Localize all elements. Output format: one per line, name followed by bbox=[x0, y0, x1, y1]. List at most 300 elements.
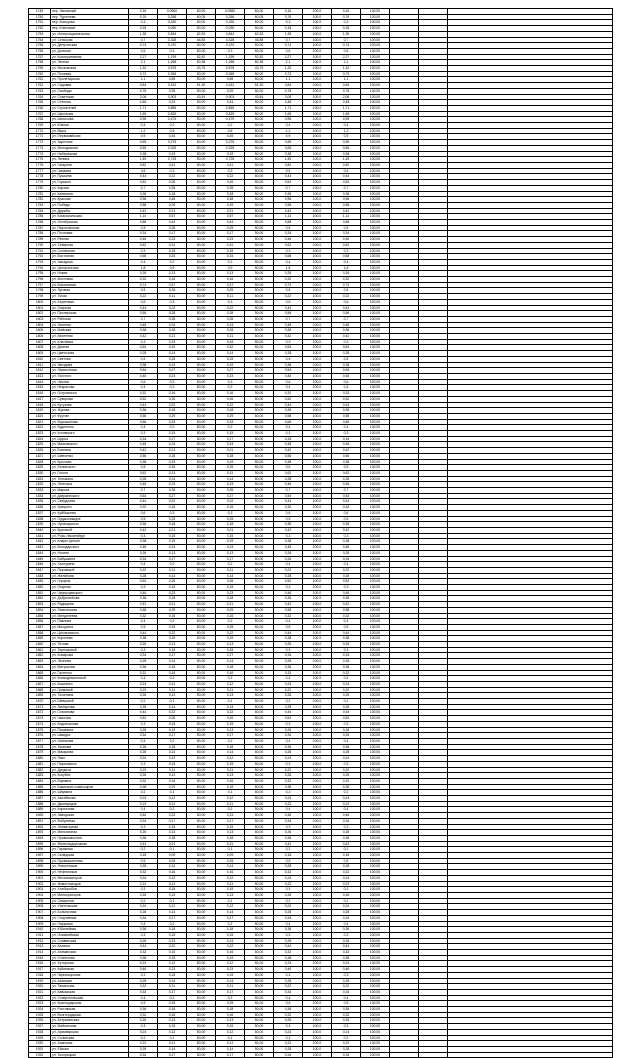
row-number: 1835 bbox=[29, 499, 51, 505]
row-number: 1762 bbox=[29, 83, 51, 89]
row-value: 100,0 bbox=[303, 744, 332, 750]
row-value: 50,00 bbox=[187, 761, 216, 767]
row-value: 100,00 bbox=[361, 579, 390, 585]
row-value: 100,0 bbox=[303, 305, 332, 311]
row-value: 0,5 bbox=[274, 356, 303, 362]
row-value: 50,00 bbox=[245, 619, 274, 625]
row-value: 0,18 bbox=[158, 1007, 187, 1013]
row-name: ул. Котовского bbox=[51, 431, 129, 437]
row-value: 100,0 bbox=[303, 368, 332, 374]
row-value: 0,12 bbox=[216, 1029, 245, 1035]
row-name: ул. Горького bbox=[51, 180, 129, 186]
row-value: 50,00 bbox=[245, 425, 274, 431]
row-name: ул. Энгельса bbox=[51, 482, 129, 488]
row-value: 0,22 bbox=[332, 881, 361, 887]
row-number: 1895 bbox=[29, 841, 51, 847]
row-value: 100,00 bbox=[361, 562, 390, 568]
row-value: 0,29 bbox=[216, 202, 245, 208]
row-value: 100,00 bbox=[361, 619, 390, 625]
row-value: 0,6 bbox=[274, 299, 303, 305]
row-value: 50,00 bbox=[245, 356, 274, 362]
row-number: 1917 bbox=[29, 967, 51, 973]
row-number: 1888 bbox=[29, 801, 51, 807]
row-value: 0,64 bbox=[274, 345, 303, 351]
row-value: 0,11 bbox=[158, 567, 187, 573]
row-value: 0,19 bbox=[216, 955, 245, 961]
row-value: 100,0 bbox=[303, 339, 332, 345]
row-value: 0,13 bbox=[158, 693, 187, 699]
row-value: 100,0 bbox=[303, 254, 332, 260]
row-value: 0,6 bbox=[332, 48, 361, 54]
row-number: 1836 bbox=[29, 505, 51, 511]
row-value: 100,0 bbox=[303, 505, 332, 511]
row-value: 0,11 bbox=[216, 881, 245, 887]
row-value: 0,38 bbox=[129, 539, 158, 545]
row-value: 0,14 bbox=[216, 750, 245, 756]
row-value: 0,6 bbox=[129, 510, 158, 516]
row-value: 100,00 bbox=[361, 670, 390, 676]
row-number: 1901 bbox=[29, 875, 51, 881]
row-value: 50,00 bbox=[187, 1012, 216, 1018]
row-value: 0,22 bbox=[129, 687, 158, 693]
row-value: 100,00 bbox=[361, 374, 390, 380]
row-value: 50,00 bbox=[245, 1035, 274, 1041]
row-number: 1897 bbox=[29, 853, 51, 859]
row-value: 0,325 bbox=[216, 145, 245, 151]
row-number: 1800 bbox=[29, 299, 51, 305]
row-value: 0,22 bbox=[216, 402, 245, 408]
row-value: 50,00 bbox=[187, 1001, 216, 1007]
row-value: 0,6 bbox=[332, 379, 361, 385]
row-value: 0,15 bbox=[158, 887, 187, 893]
row-name: ул. Терешковой bbox=[51, 647, 129, 653]
row-value: 100,00 bbox=[361, 824, 390, 830]
row-value: 50,00 bbox=[187, 824, 216, 830]
row-value: 50,00 bbox=[245, 887, 274, 893]
row-value: 0,725 bbox=[158, 157, 187, 163]
row-value: 0,3 bbox=[332, 339, 361, 345]
row-value: 100,0 bbox=[303, 807, 332, 813]
row-value: 60,38 bbox=[245, 60, 274, 66]
row-value: 50,00 bbox=[245, 220, 274, 226]
row-value: 0,62 bbox=[274, 242, 303, 248]
row-number: 1911 bbox=[29, 932, 51, 938]
row-number: 1867 bbox=[29, 681, 51, 687]
row-value: 0,17 bbox=[158, 653, 187, 659]
row-value: 0,5 bbox=[129, 465, 158, 471]
row-value: 0,62 bbox=[332, 470, 361, 476]
row-value: 100,0 bbox=[303, 379, 332, 385]
row-name: ул. Циолковского bbox=[51, 630, 129, 636]
row-value: 100,00 bbox=[361, 527, 390, 533]
row-value: 0,3 bbox=[129, 431, 158, 437]
row-value: 0,58 bbox=[332, 607, 361, 613]
row-value: 50,00 bbox=[245, 910, 274, 916]
row-value: 50,00 bbox=[187, 881, 216, 887]
row-value: 100,00 bbox=[361, 636, 390, 642]
row-value: 100,00 bbox=[361, 550, 390, 556]
row-value: 0,4 bbox=[129, 921, 158, 927]
row-value: 0,7 bbox=[274, 37, 303, 43]
row-value: 100,00 bbox=[361, 242, 390, 248]
row-value: 0,42 bbox=[129, 448, 158, 454]
row-number: 1761 bbox=[29, 77, 51, 83]
row-name: ул. Рабочая bbox=[51, 316, 129, 322]
row-value: 60,00 bbox=[187, 9, 216, 15]
row-value: 0,24 bbox=[332, 961, 361, 967]
row-value: 100,0 bbox=[303, 43, 332, 49]
row-value: 100,00 bbox=[361, 727, 390, 733]
row-value: 0,3 bbox=[129, 248, 158, 254]
row-number: 1856 bbox=[29, 619, 51, 625]
row-value: 50,00 bbox=[187, 237, 216, 243]
row-value: 100,0 bbox=[303, 915, 332, 921]
row-value: 0,32 bbox=[332, 870, 361, 876]
row-name: ул. Больничная bbox=[51, 910, 129, 916]
row-value: 100,00 bbox=[361, 653, 390, 659]
row-value: 0,36 bbox=[332, 522, 361, 528]
row-name: ул. Восточная bbox=[51, 254, 129, 260]
row-name: ул. Депутатская bbox=[51, 43, 129, 49]
row-value: 0,5 bbox=[274, 516, 303, 522]
row-value: 100,0 bbox=[303, 9, 332, 15]
row-value: 0,28 bbox=[129, 750, 158, 756]
row-value: 0,28 bbox=[274, 573, 303, 579]
row-value: 0,266 bbox=[158, 14, 187, 20]
row-value: 50,00 bbox=[187, 425, 216, 431]
row-value: 0,38 bbox=[129, 636, 158, 642]
row-value: 50,00 bbox=[187, 904, 216, 910]
row-number: 1915 bbox=[29, 955, 51, 961]
row-value: 0,26 bbox=[129, 642, 158, 648]
row-value: 1,32 bbox=[274, 66, 303, 72]
row-value: 50,00 bbox=[187, 539, 216, 545]
row-value: 0,28 bbox=[274, 864, 303, 870]
row-value: 50,00 bbox=[187, 117, 216, 123]
row-number: 1752 bbox=[29, 26, 51, 32]
row-value: 0,26 bbox=[274, 892, 303, 898]
row-number: 1771 bbox=[29, 134, 51, 140]
row-value: 0,5 bbox=[332, 465, 361, 471]
row-value: 0,2 bbox=[216, 259, 245, 265]
row-value: 62,53 bbox=[245, 31, 274, 37]
row-value: 0,26 bbox=[129, 773, 158, 779]
row-name: пер. Кленовый bbox=[51, 26, 129, 32]
row-name: ул. Свердлова bbox=[51, 499, 129, 505]
row-value: 0,65 bbox=[274, 145, 303, 151]
row-value: 100,0 bbox=[303, 761, 332, 767]
row-value: 0,23 bbox=[158, 374, 187, 380]
row-value: 0,365 bbox=[216, 71, 245, 77]
row-value: 100,00 bbox=[361, 328, 390, 334]
row-value: 0,431 bbox=[158, 83, 187, 89]
row-value: 50,00 bbox=[245, 853, 274, 859]
row-value: 50,00 bbox=[245, 470, 274, 476]
row-value: 0,3 bbox=[332, 647, 361, 653]
row-value: 50,00 bbox=[187, 710, 216, 716]
row-value: 100,00 bbox=[361, 539, 390, 545]
row-value: 50,00 bbox=[245, 636, 274, 642]
row-value: 0,36 bbox=[274, 1007, 303, 1013]
row-value: 0,82 bbox=[332, 162, 361, 168]
row-value: 0,38 bbox=[332, 151, 361, 157]
row-value: 100,00 bbox=[361, 972, 390, 978]
row-value: 50,00 bbox=[187, 180, 216, 186]
row-value: 100,00 bbox=[361, 721, 390, 727]
row-number: 1891 bbox=[29, 818, 51, 824]
row-value: 0,96 bbox=[274, 197, 303, 203]
row-value: 50,00 bbox=[187, 527, 216, 533]
row-number: 1814 bbox=[29, 379, 51, 385]
row-name: ул. Армавирская bbox=[51, 1029, 129, 1035]
row-name: ул. Лермонтова bbox=[51, 368, 129, 374]
row-value: 0,38 bbox=[129, 151, 158, 157]
row-value: 0,13 bbox=[158, 1018, 187, 1024]
row-value: 0,2 bbox=[274, 790, 303, 796]
row-name: ул. Центральная bbox=[51, 265, 129, 271]
row-value: 0,4 bbox=[274, 807, 303, 813]
row-name: ул. Менделеева bbox=[51, 613, 129, 619]
row-name: ул. Складская bbox=[51, 853, 129, 859]
row-value: 0,2 bbox=[158, 259, 187, 265]
row-value: 50,00 bbox=[187, 510, 216, 516]
row-number: 1918 bbox=[29, 972, 51, 978]
row-value: 100,0 bbox=[303, 351, 332, 357]
row-value: 50,00 bbox=[245, 368, 274, 374]
row-value: 0,24 bbox=[274, 756, 303, 762]
row-value: 50,00 bbox=[187, 756, 216, 762]
row-number: 1776 bbox=[29, 162, 51, 168]
row-number: 1823 bbox=[29, 431, 51, 437]
row-value: 0,13 bbox=[216, 1018, 245, 1024]
row-value: 100,0 bbox=[303, 374, 332, 380]
row-value: 0,62 bbox=[332, 242, 361, 248]
row-value: 100,00 bbox=[361, 596, 390, 602]
row-value: 100,00 bbox=[361, 613, 390, 619]
row-value: 0,12 bbox=[158, 681, 187, 687]
row-value: 50,00 bbox=[187, 978, 216, 984]
row-number: 1930 bbox=[29, 1041, 51, 1047]
row-value: 0,28 bbox=[274, 750, 303, 756]
row-value: 50,00 bbox=[187, 191, 216, 197]
row-value: 0,35 bbox=[158, 488, 187, 494]
row-value: 50,00 bbox=[245, 596, 274, 602]
row-value: 0,32 bbox=[332, 613, 361, 619]
row-number: 1932 bbox=[29, 1052, 51, 1058]
row-name: ул. Полевая bbox=[51, 71, 129, 77]
row-value: 100,00 bbox=[361, 516, 390, 522]
row-value: 0,26 bbox=[274, 773, 303, 779]
row-value: 60,38 bbox=[187, 60, 216, 66]
row-value: 1,71 bbox=[129, 105, 158, 111]
row-value: 0,22 bbox=[216, 710, 245, 716]
row-value: 0,65 bbox=[332, 145, 361, 151]
row-value: 0,4 bbox=[332, 562, 361, 568]
row-value: 50,00 bbox=[187, 385, 216, 391]
row-value: 50,00 bbox=[187, 493, 216, 499]
row-value: 50,00 bbox=[187, 402, 216, 408]
row-value: 0,44 bbox=[129, 499, 158, 505]
row-value: 0,17 bbox=[216, 556, 245, 562]
row-value: 100,00 bbox=[361, 790, 390, 796]
row-value: 0,11 bbox=[216, 567, 245, 573]
row-value: 50,00 bbox=[187, 847, 216, 853]
row-value: 0,35 bbox=[216, 488, 245, 494]
row-value: 100,0 bbox=[303, 596, 332, 602]
row-value: 50,00 bbox=[245, 898, 274, 904]
row-value: 50,00 bbox=[245, 681, 274, 687]
row-value: 0,46 bbox=[129, 237, 158, 243]
row-value: 0,52 bbox=[129, 396, 158, 402]
row-value: 0,1 bbox=[216, 790, 245, 796]
row-name: ул. Молодежная bbox=[51, 145, 129, 151]
row-value: 0,16 bbox=[216, 613, 245, 619]
row-value: 0,2 bbox=[332, 847, 361, 853]
row-value: 0,22 bbox=[216, 305, 245, 311]
row-name: ул. Сельская bbox=[51, 37, 129, 43]
row-number: 1788 bbox=[29, 231, 51, 237]
row-value: 100,00 bbox=[361, 944, 390, 950]
row-value: 50,00 bbox=[245, 676, 274, 682]
row-value: 0,48 bbox=[332, 100, 361, 106]
row-value: 50,00 bbox=[187, 562, 216, 568]
row-value: 100,00 bbox=[361, 1046, 390, 1052]
row-value: 0,36 bbox=[129, 1007, 158, 1013]
row-name: ул. Толстого bbox=[51, 374, 129, 380]
row-value: 2,1 bbox=[274, 60, 303, 66]
row-name: ул. Кочубея bbox=[51, 773, 129, 779]
row-value: 100,0 bbox=[303, 237, 332, 243]
row-value: 50,00 bbox=[245, 151, 274, 157]
row-number: 1756 bbox=[29, 48, 51, 54]
row-number: 1846 bbox=[29, 562, 51, 568]
row-value: 0,46 bbox=[332, 590, 361, 596]
row-number: 1824 bbox=[29, 436, 51, 442]
row-value: 0,18 bbox=[332, 26, 361, 32]
row-value: 0,24 bbox=[274, 1029, 303, 1035]
row-value: 0,2 bbox=[158, 807, 187, 813]
row-value: 100,0 bbox=[303, 664, 332, 670]
row-number: 1863 bbox=[29, 659, 51, 665]
row-name: ул. Славянская bbox=[51, 938, 129, 944]
row-name: ул. Донская bbox=[51, 48, 129, 54]
row-value: 0,26 bbox=[332, 550, 361, 556]
row-value: 0,34 bbox=[332, 818, 361, 824]
row-value: 0,15 bbox=[216, 932, 245, 938]
row-value: 0,2 bbox=[216, 619, 245, 625]
row-value: 100,0 bbox=[303, 202, 332, 208]
row-name: ул. Майская bbox=[51, 328, 129, 334]
row-value: 60,05 bbox=[187, 14, 216, 20]
row-value: 100,0 bbox=[303, 756, 332, 762]
row-value: 50,00 bbox=[245, 385, 274, 391]
row-value: 0,22 bbox=[274, 687, 303, 693]
row-number: 1850 bbox=[29, 585, 51, 591]
row-value: 100,0 bbox=[303, 493, 332, 499]
row-value: 100,0 bbox=[303, 624, 332, 630]
row-value: 50,00 bbox=[187, 636, 216, 642]
row-value: 100,00 bbox=[361, 105, 390, 111]
row-value: 0,1 bbox=[216, 1035, 245, 1041]
row-number: 1866 bbox=[29, 676, 51, 682]
row-value: 0,15 bbox=[158, 972, 187, 978]
row-value: 100,0 bbox=[303, 704, 332, 710]
row-value: 50,00 bbox=[245, 499, 274, 505]
row-value: 50,00 bbox=[245, 43, 274, 49]
row-value: 50,00 bbox=[245, 510, 274, 516]
row-value: 0,44 bbox=[274, 305, 303, 311]
row-value: 0,35 bbox=[158, 185, 187, 191]
row-value: 0,19 bbox=[216, 459, 245, 465]
row-value: 100,0 bbox=[303, 556, 332, 562]
row-value: 0,7 bbox=[332, 316, 361, 322]
row-value: 100,0 bbox=[303, 858, 332, 864]
row-value: 60,00 bbox=[245, 20, 274, 26]
row-value: 50,00 bbox=[245, 351, 274, 357]
row-value: 0,44 bbox=[274, 174, 303, 180]
row-value: 0,7 bbox=[274, 316, 303, 322]
row-name: ул. Крупской bbox=[51, 527, 129, 533]
row-value: 50,00 bbox=[187, 870, 216, 876]
row-value: 0,825 bbox=[158, 111, 187, 117]
row-value: 0,36 bbox=[274, 191, 303, 197]
row-name: ул. Вокзальная bbox=[51, 282, 129, 288]
row-value: 0,2 bbox=[158, 739, 187, 745]
row-value: 100,00 bbox=[361, 858, 390, 864]
row-value: 0,14 bbox=[216, 978, 245, 984]
row-number: 1842 bbox=[29, 539, 51, 545]
row-value: 100,00 bbox=[361, 459, 390, 465]
row-value: 0,88 bbox=[274, 220, 303, 226]
row-value: 0,13 bbox=[216, 693, 245, 699]
row-name: ул. Буденного bbox=[51, 425, 129, 431]
row-value: 100,0 bbox=[303, 733, 332, 739]
row-value: 0,19 bbox=[216, 636, 245, 642]
row-value: 100,00 bbox=[361, 921, 390, 927]
row-value: 0,24 bbox=[129, 961, 158, 967]
row-value: 100,00 bbox=[361, 881, 390, 887]
row-value: 0,18 bbox=[216, 596, 245, 602]
row-value: 0,45 bbox=[158, 134, 187, 140]
row-value: 100,00 bbox=[361, 151, 390, 157]
row-value: 0,22 bbox=[274, 294, 303, 300]
row-value: 0,34 bbox=[332, 1052, 361, 1058]
row-value: 0,64 bbox=[129, 345, 158, 351]
row-value: 100,0 bbox=[303, 20, 332, 26]
row-value: 0,26 bbox=[332, 693, 361, 699]
row-value: 50,00 bbox=[245, 1024, 274, 1030]
row-name: ул. Кубанская bbox=[51, 967, 129, 973]
row-value: 100,00 bbox=[361, 134, 390, 140]
row-value: 50,00 bbox=[187, 88, 216, 94]
row-number: 1861 bbox=[29, 647, 51, 653]
row-number: 1784 bbox=[29, 208, 51, 214]
row-value: 0,18 bbox=[158, 522, 187, 528]
row-value: 100,00 bbox=[361, 117, 390, 123]
row-value: 0,24 bbox=[332, 681, 361, 687]
row-value: 1,45 bbox=[274, 157, 303, 163]
row-value: 50,00 bbox=[187, 784, 216, 790]
row-number: 1794 bbox=[29, 265, 51, 271]
row-value: 50,00 bbox=[187, 573, 216, 579]
row-value: 0,28 bbox=[332, 476, 361, 482]
row-value: 0,18 bbox=[216, 191, 245, 197]
row-value: 0,62 bbox=[129, 242, 158, 248]
row-number: 1908 bbox=[29, 915, 51, 921]
row-value: 0,4 bbox=[274, 739, 303, 745]
row-value: 0,12 bbox=[158, 904, 187, 910]
row-value: 0,1 bbox=[158, 898, 187, 904]
